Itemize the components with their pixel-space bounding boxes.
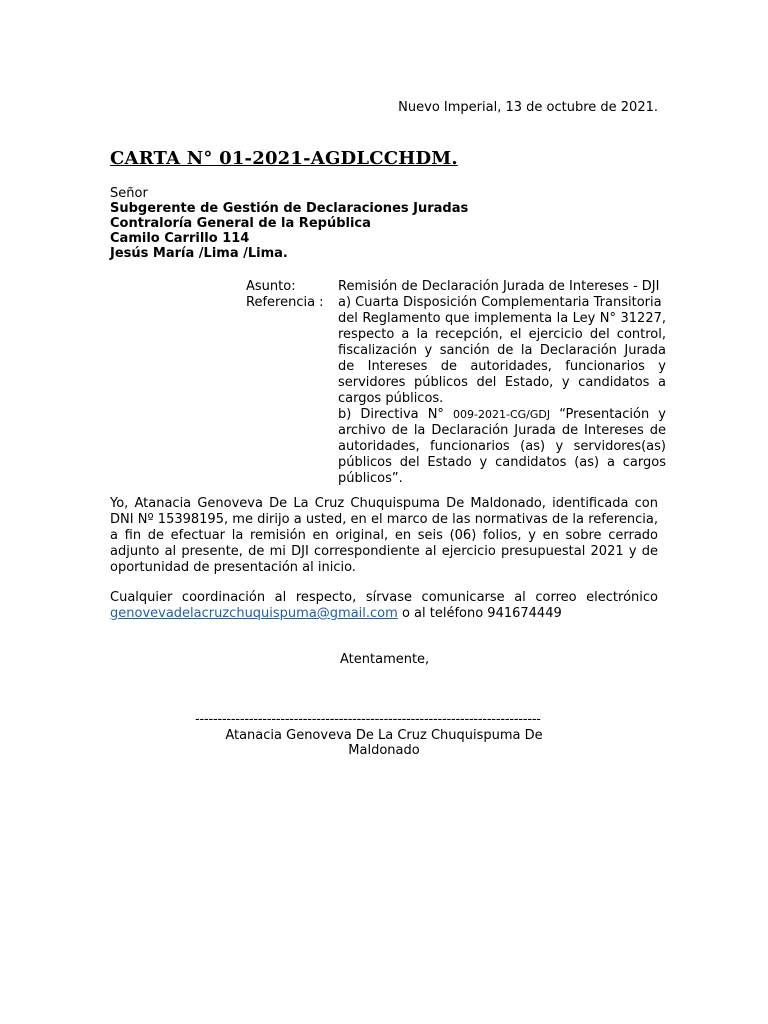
- body-paragraph-2: [110, 590, 658, 622]
- referencia-a-rest: del Reglamento que implementa la Ley N° 31227, respecto a la recepción, el ejercicio del control, fiscalización y sanción de la Declaración Jurada de Intereses de autoridades, funcionarios y servidores públicos del Estado, y candidatos a cargos públicos.: [338, 311, 666, 406]
- subject-block: [246, 279, 666, 487]
- recipient-city: Jesús María /Lima /Lima.: [110, 246, 288, 261]
- referencia-label: Referencia :: [246, 295, 324, 310]
- asunto-row: [246, 279, 666, 295]
- referencia-row: [246, 295, 666, 311]
- paragraph-2-prefix: Cualquier coordinación al respecto, sírvase comunicarse al correo electrónico: [110, 590, 658, 605]
- referencia-b-code: 009-2021-CG/GDJ: [453, 408, 551, 421]
- body-paragraph-1: Yo, Atanacia Genoveva De La Cruz Chuquispuma De Maldonado, identificada con DNI Nº 15398195, me dirijo a usted, en el marco de las normativas de la referencia, a fin de efectuar la remisión en original, en seis (06) folios, y en sobre cerrado adjunto al presente, de mi DJI correspondiente al ejercicio presupuestal 2021 y de oportunidad de presentación al inicio.: [110, 496, 658, 575]
- referencia-b-prefix: b) Directiva N°: [338, 407, 444, 422]
- recipient-block: [110, 186, 468, 261]
- signature-name: Atanacia Genoveva De La Cruz Chuquispuma De Maldonado: [225, 728, 543, 758]
- email-link[interactable]: genovevadelacruzchuquispuma@gmail.com: [110, 606, 398, 621]
- recipient-organization: Contraloría General de la República: [110, 216, 371, 231]
- closing: Atentamente,: [340, 652, 430, 667]
- asunto-text: Remisión de Declaración Jurada de Intereses - DJI: [338, 279, 660, 294]
- referencia-b-rest: “Presentación y archivo de la Declaración Jurada de Intereses de autoridades, funcionarios (as) y servidores(as) públicos del Estado y candidatos (as) a cargos públicos”.: [338, 407, 666, 486]
- paragraph-2-suffix: o al teléfono 941674449: [401, 606, 562, 621]
- recipient-position: Subgerente de Gestión de Declaraciones Juradas: [110, 201, 469, 216]
- referencia-a-first: a) Cuarta Disposición Complementaria Transitoria: [338, 295, 662, 310]
- date-line: Nuevo Imperial, 13 de octubre de 2021.: [398, 100, 658, 115]
- recipient-address: Camilo Carrillo 114: [110, 231, 250, 246]
- asunto-label: Asunto:: [246, 279, 296, 294]
- signature-line: -----------------------------------------------------------------------------: [195, 712, 541, 727]
- referencia-b: [338, 407, 666, 487]
- letter-title: CARTA N° 01-2021-AGDLCCHDM.: [110, 148, 458, 169]
- salutation: Señor: [110, 186, 148, 201]
